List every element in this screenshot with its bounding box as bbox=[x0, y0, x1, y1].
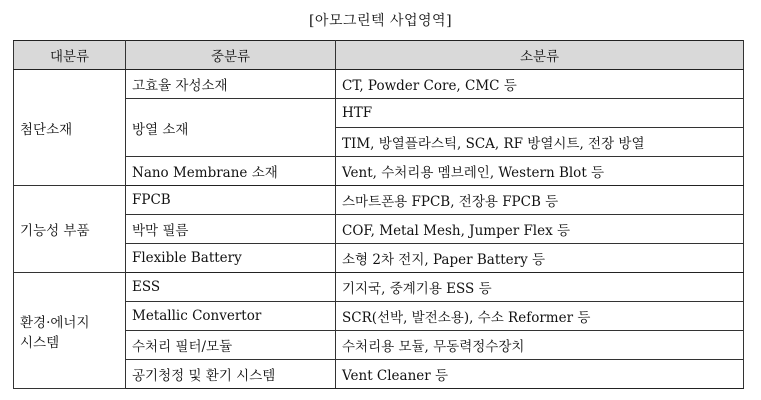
sub-category-cell: 수처리용 모듈, 무동력정수장치 bbox=[336, 331, 744, 360]
table-row bbox=[14, 186, 744, 215]
sub-category-cell: CT, Powder Core, CMC 등 bbox=[336, 70, 744, 99]
header-mid: 중분류 bbox=[126, 41, 336, 70]
sub-category-cell: Vent, 수처리용 멤브레인, Western Blot 등 bbox=[336, 157, 744, 186]
major-category-cell bbox=[14, 186, 126, 273]
major-category-label: 기능성 부품 bbox=[20, 223, 90, 239]
business-area-table bbox=[13, 40, 744, 389]
mid-category-cell: Nano Membrane 소재 bbox=[126, 157, 336, 186]
major-category-label: 첨단소재 bbox=[20, 121, 73, 138]
mid-category-cell: 고효율 자성소재 bbox=[126, 70, 336, 99]
header-major: 대분류 bbox=[14, 41, 126, 70]
header-row bbox=[14, 41, 744, 70]
sub-category-cell: SCR(선박, 발전소용), 수소 Reformer 등 bbox=[336, 302, 744, 331]
table-body bbox=[14, 70, 744, 389]
major-category-cell bbox=[14, 70, 126, 186]
header-sub: 소분류 bbox=[336, 41, 744, 70]
major-category-cell bbox=[14, 273, 126, 389]
table-title: [아모그린텍 사업영역] bbox=[308, 13, 453, 29]
mid-category-cell: Flexible Battery bbox=[126, 244, 336, 273]
sub-category-cell: 소형 2차 전지, Paper Battery 등 bbox=[336, 244, 744, 273]
sub-category-cell: HTF bbox=[336, 99, 744, 128]
sub-category-cell: 기지국, 중계기용 ESS 등 bbox=[336, 273, 744, 302]
sub-category-cell: TIM, 방열플라스틱, SCA, RF 방열시트, 전장 방열 bbox=[336, 128, 744, 157]
table-row bbox=[14, 70, 744, 99]
mid-category-cell: 수처리 필터/모듈 bbox=[126, 331, 336, 360]
sub-category-cell: COF, Metal Mesh, Jumper Flex 등 bbox=[336, 215, 744, 244]
mid-category-cell: Metallic Convertor bbox=[126, 302, 336, 331]
sub-category-cell: 스마트폰용 FPCB, 전장용 FPCB 등 bbox=[336, 186, 744, 215]
major-category-label: 환경·에너지 시스템 bbox=[20, 314, 90, 351]
mid-category-cell: FPCB bbox=[126, 186, 336, 215]
mid-category-cell: 방열 소재 bbox=[126, 99, 336, 157]
mid-category-cell: 공기청정 및 환기 시스템 bbox=[126, 360, 336, 389]
mid-category-cell: 박막 필름 bbox=[126, 215, 336, 244]
table-row bbox=[14, 273, 744, 302]
sub-category-cell: Vent Cleaner 등 bbox=[336, 360, 744, 389]
mid-category-cell: ESS bbox=[126, 273, 336, 302]
